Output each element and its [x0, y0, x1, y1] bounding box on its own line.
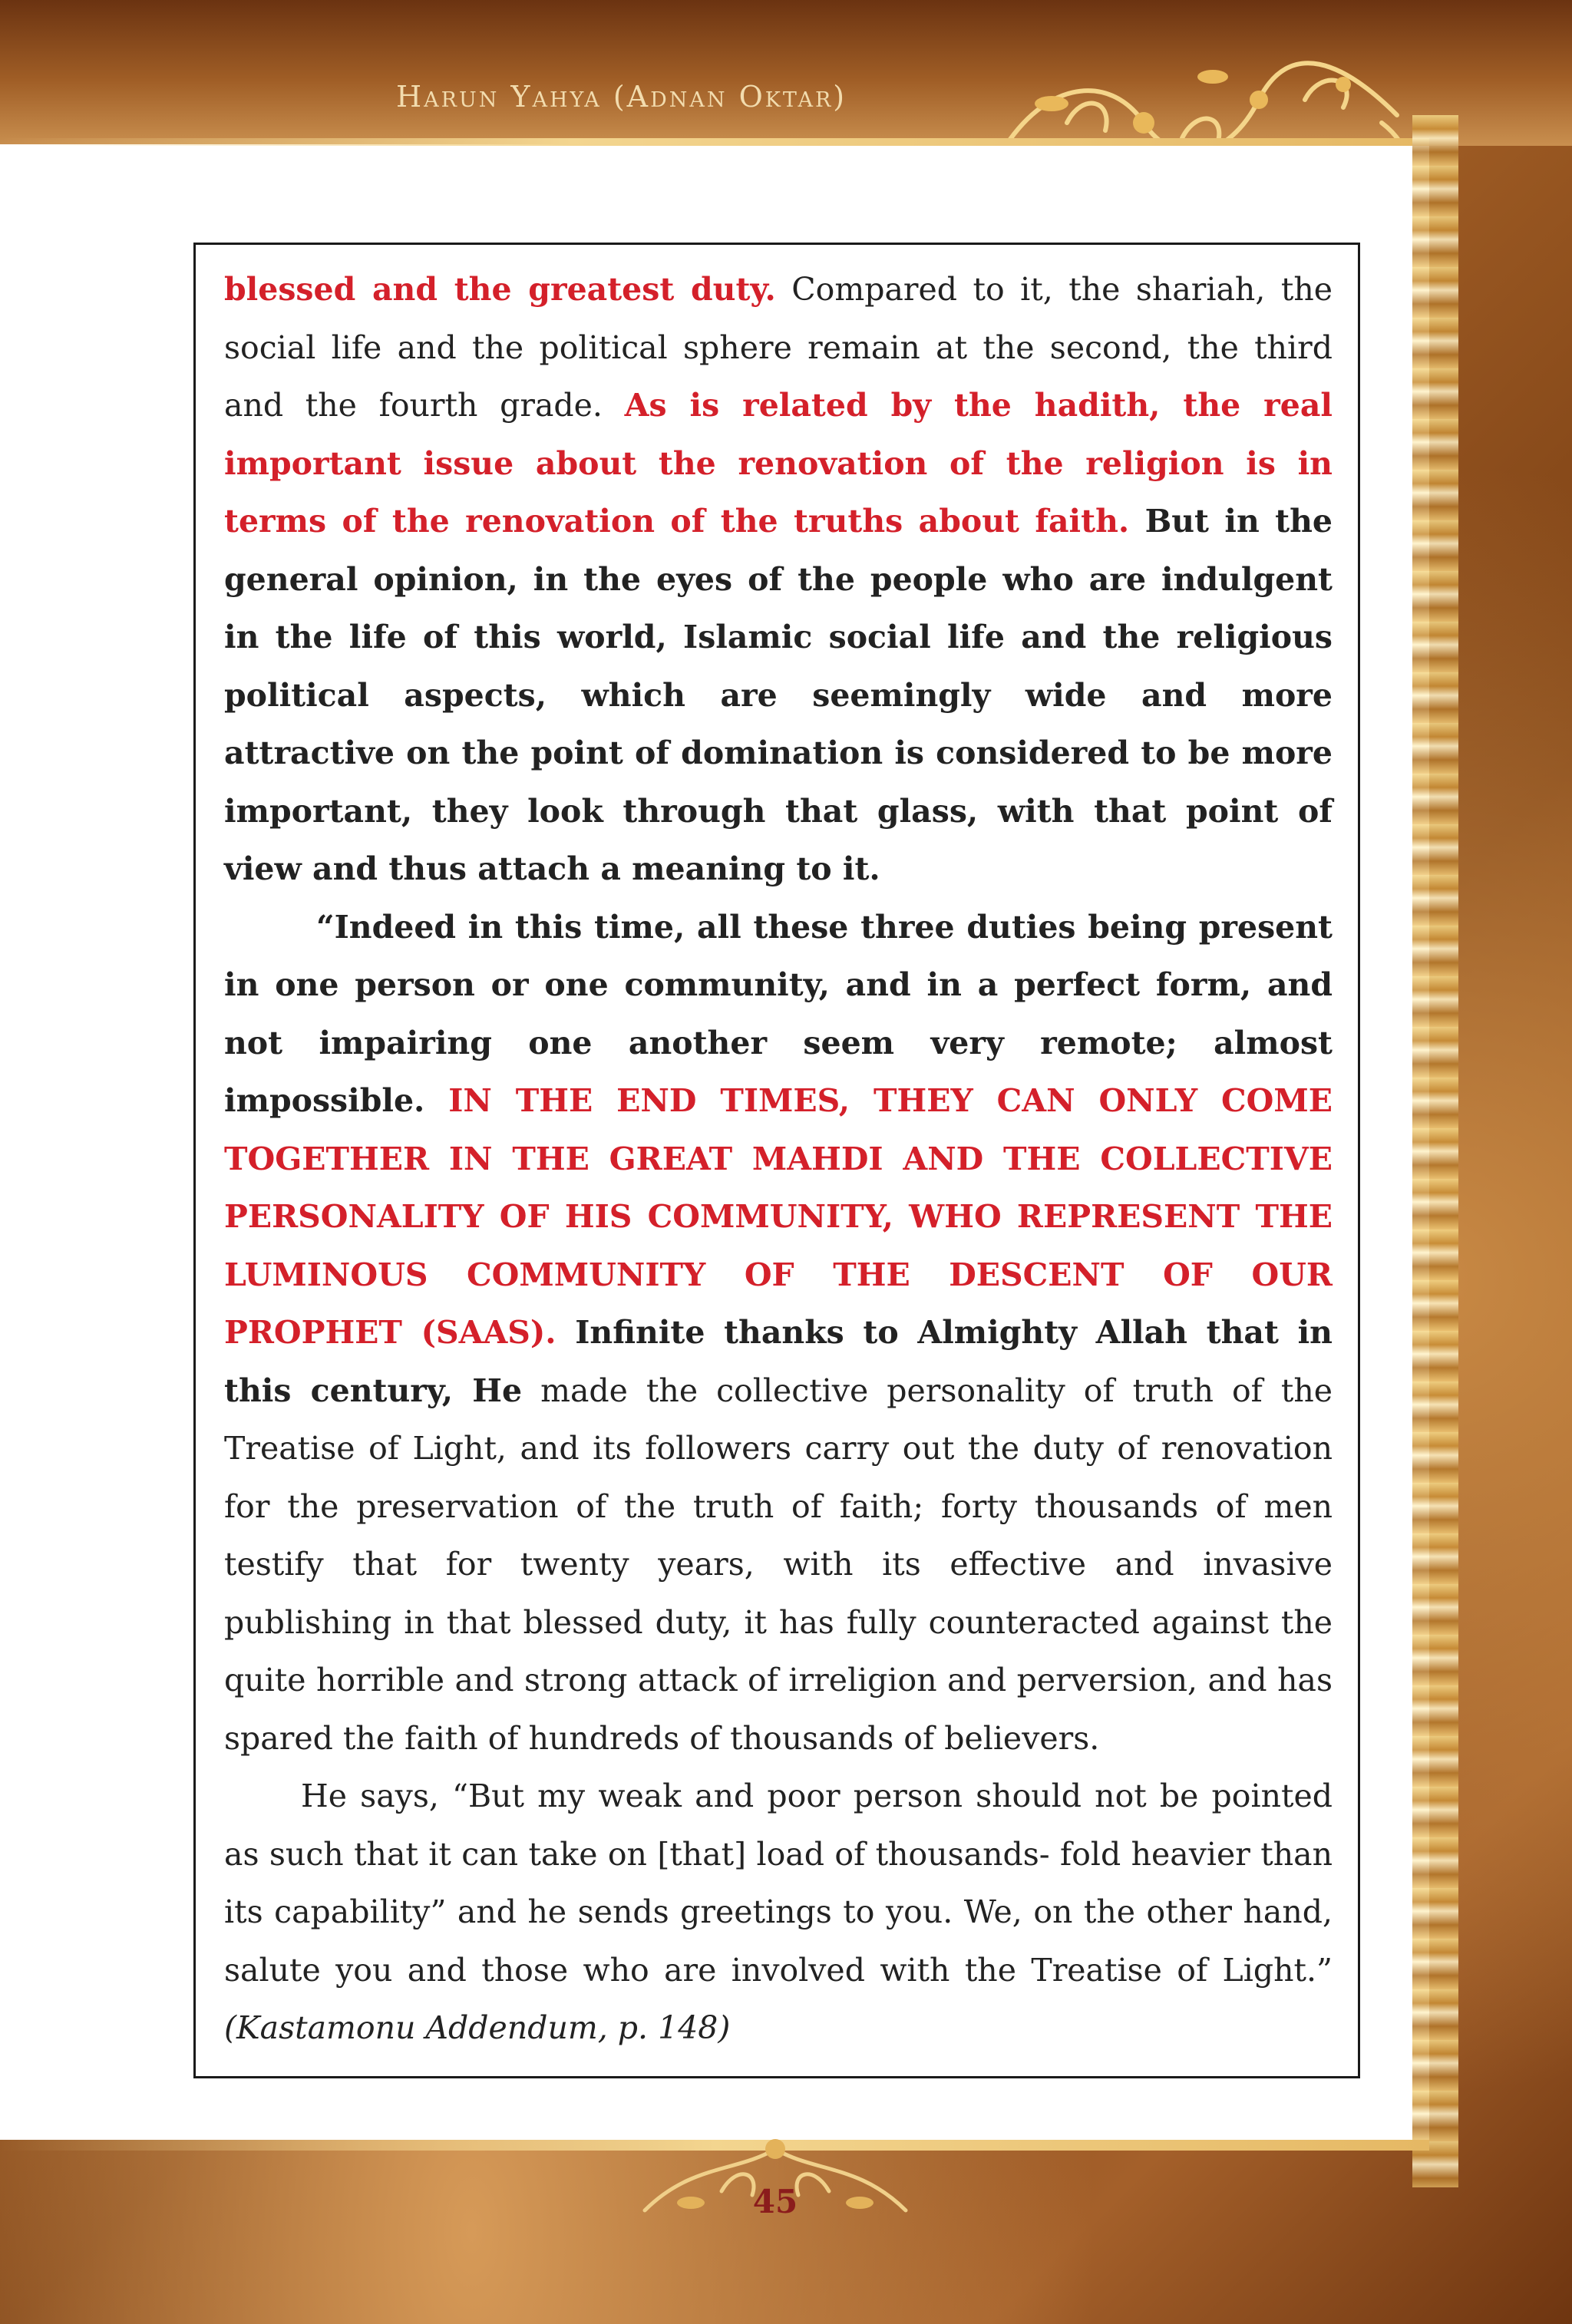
decorative-side-border: [1412, 115, 1458, 2187]
header-divider: [0, 138, 1429, 146]
text-segment: Compared to it, the shariah, the social life and the political sphere remain at the second, the third and the fourth grade.: [224, 271, 1333, 424]
body-text: [224, 261, 1333, 2058]
page-number: 45: [752, 2183, 798, 2220]
text-segment: Infinite thanks to Almighty Allah that in this century, He: [224, 1314, 1333, 1409]
paragraph-2: [224, 899, 1333, 1768]
text-segment: IN THE END TIMES, THEY CAN ONLY COME TOGETHER IN THE GREAT MAHDI AND THE COLLECTIVE PERSONALITY OF HIS COMMUNITY, WHO REPRESENT THE LUMINOUS COMMUNITY OF THE DESCENT OF OUR PROPHET (SAAS).: [224, 1082, 1333, 1351]
text-segment: made the collective personality of truth of the Treatise of Light, and its followers carry out the duty of renovation for the preservation of the truth of faith; forty thousands of men testify that for twenty years, with its effective and invasive publishing in that blessed duty, it has fully counteracted against the quite horrible and strong attack of irreligion and perversion, and has spared the faith of hundreds of thousands of believers.: [224, 1372, 1333, 1757]
text-segment: “Indeed in this time, all these three duties being present in one person or one community, and in a perfect form, and not impairing one another seem very remote; almost impossible.: [224, 908, 1333, 1119]
text-segment: But in the general opinion, in the eyes of the people who are indulgent in the life of this world, Islamic social life and the religious political aspects, which are seemingly wide and more attractive on the point of domination is considered to be more important, they look through that glass, with that point of view and thus attach a meaning to it.: [224, 503, 1333, 887]
paragraph-1: [224, 261, 1333, 899]
text-segment: He says, “But my weak and poor person should not be pointed as such that it can take on [that] load of thousands- fold heavier than its capability” and he sends greetings to you. We, on the other hand, salute you and those who are involved with the Treatise of Light.”: [224, 1778, 1333, 1989]
text-segment: blessed and the greatest duty.: [224, 271, 776, 308]
running-header: Harun Yahya (Adnan Oktar): [396, 80, 847, 114]
text-segment: As is related by the hadith, the real important issue about the renovation of the religion is in terms of the renovation of the truths about faith.: [224, 387, 1333, 540]
paragraph-3: [224, 1768, 1333, 2058]
citation: (Kastamonu Addendum, p. 148): [224, 2009, 731, 2046]
